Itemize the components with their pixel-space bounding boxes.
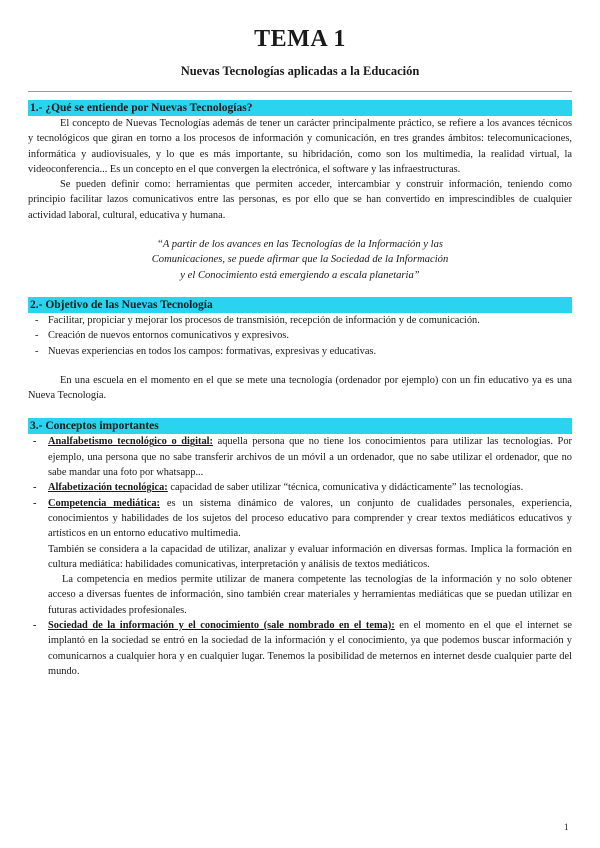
concept-term: Analfabetismo tecnológico o digital:	[48, 436, 214, 448]
quote-block	[28, 237, 572, 283]
concept-extra-paragraph: La competencia en medios permite utilizar de manera competente las tecnologías de la información y no solo obtener acceso a diversas fuentes de información, sino también crear materiales y herramientas mediáticas que se puedan utilizar en futuras actividades profesionales.	[48, 574, 572, 616]
section-heading-2: 2.- Objetivo de las Nuevas Tecnología	[28, 297, 572, 313]
list-item: - Nuevas experiencias en todos los campos: formativas, expresivas y educativas.	[28, 344, 572, 359]
page-number: 1	[564, 822, 569, 832]
concepts-list	[28, 434, 572, 679]
section-heading-3: 3.- Conceptos importantes	[28, 418, 572, 434]
concept-definition: es un sistema dinámico de valores, un conjunto de cualidades personales, experiencia, conocimientos y habilidades de los sujetos del proceso educativo para comprender y crear textos mediáticos educativos y artísticos en un entorno educativo multimedia.	[48, 497, 572, 540]
list-item: - Facilitar, propiciar y mejorar los procesos de transmisión, recepción de información y de comunicación.	[28, 313, 572, 328]
concept-extra-paragraph: También se considera a la capacidad de utilizar, analizar y evaluar información en diversas formas. Implica la formación en cultura mediática: habilidades comunicativas, interpretación y análisis de textos mediáticos.	[48, 543, 572, 570]
quote-line-2: Comunicaciones, se puede afirmar que la Sociedad de la Información	[151, 254, 449, 266]
objectives-list	[28, 313, 572, 359]
concept-term: Sociedad de la información y el conocimiento (sale nombrado en el tema):	[48, 620, 395, 632]
title-divider	[28, 91, 572, 92]
concept-definition: en el momento en el que el internet se implantó en la sociedad se entró en la sociedad de la información y el conocimiento, ya que podemos buscar información y comunicarnos a cualquier hora y en cualquier lugar. Tenemos la posibilidad de meternos en internet desde cualquier parte del mundo.	[48, 620, 572, 677]
document-page	[28, 24, 572, 679]
section1-paragraph-2: Se pueden definir como: herramientas que permiten acceder, intercambiar y construir información, teniendo como principio facilitar lazos comunicativos entre las personas, es por ello que se han convertido en imprescindibles de cualquier actividad laboral, cultural, educativa y humana.	[28, 179, 572, 221]
concept-term: Competencia mediática:	[48, 497, 160, 509]
page-title: TEMA 1	[254, 26, 346, 52]
concept-definition: capacidad de saber utilizar “técnica, comunicativa y didácticamente” las tecnologías.	[167, 482, 524, 494]
section1-paragraph-1: El concepto de Nuevas Tecnologías además de tener un carácter principalmente práctico, se refiere a los avances técnicos y tecnológicos que giran en torno a los procesos de información y comunicación, en tres grandes ámbitos: telecomunicaciones, informática y audiovisuales, y lo que es más importante, su hibridación, como son los multimedia, la realidad virtual, la videoconferencia... Es un concepto en el que convergen la electrónica, el software y las infraestructuras.	[28, 118, 572, 175]
concept-item-competencia	[28, 496, 572, 618]
quote-line-1: “A partir de los avances en las Tecnologías de la Información y las	[156, 239, 443, 251]
page-subtitle: Nuevas Tecnologías aplicadas a la Educación	[180, 64, 420, 78]
concept-item-analfabetismo	[28, 434, 572, 480]
section-heading-1: 1.- ¿Qué se entiende por Nuevas Tecnologías?	[28, 100, 572, 116]
list-item: - Creación de nuevos entornos comunicativos y expresivos.	[28, 328, 572, 343]
concept-item-sociedad	[28, 618, 572, 679]
section2-paragraph: En una escuela en el momento en el que se mete una tecnología (ordenador por ejemplo) con un fin educativo ya es una Nueva Tecnología.	[28, 374, 572, 402]
concept-term: Alfabetización tecnológica:	[48, 482, 168, 494]
quote-line-3: y el Conocimiento está emergiendo a escala planetaria”	[180, 269, 420, 281]
concept-item-alfabetizacion	[28, 480, 572, 495]
concept-definition: aquella persona que no tiene los conocimientos para utilizar las tecnologías. Por ejemplo, una persona que no sabe transferir archivos de un móvil a un ordenador, que no sabe utilizar el ordenador, que no sabe mandar una foto por whatsapp...	[48, 436, 572, 479]
